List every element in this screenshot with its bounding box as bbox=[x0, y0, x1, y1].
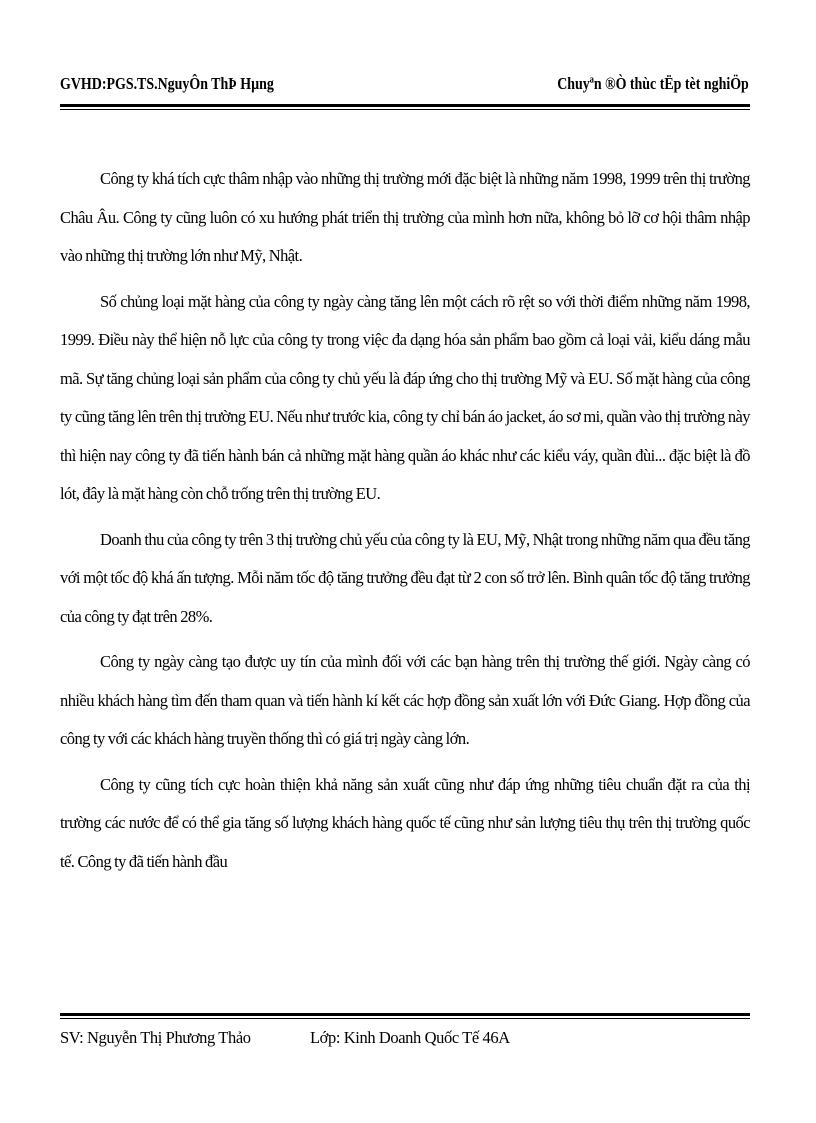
header-supervisor: GVHD:PGS.TS.NguyÔn ThÞ Hµng bbox=[60, 74, 274, 93]
paragraph-2: Số chủng loại mặt hàng của công ty ngày càng tăng lên một cách rõ rệt so với thời điểm những năm 1998, 1999. Điều này thể hiện nỗ lực của công ty trong việc đa dạng hóa sản phẩm bao gồm cả loại vải, kiểu dáng mẫu mã. Sự tăng chủng loại sản phẩm của công ty chủ yếu là đáp ứng cho thị trường Mỹ và EU. Số mặt hàng của công ty cũng tăng lên trên thị trường EU. Nếu như trước kia, công ty chỉ bán áo jacket, áo sơ mi, quần vào thị trường này thì hiện nay công ty đã tiến hành bán cả những mặt hàng quần áo khác như các kiểu váy, quần đùi... đặc biệt là đồ lót, đây là mặt hàng còn chỗ trống trên thị trường EU. bbox=[60, 291, 750, 503]
paragraph-4: Công ty ngày càng tạo được uy tín của mình đối với các bạn hàng trên thị trường thế giới. Ngày càng có nhiều khách hàng tìm đến tham quan và tiến hành kí kết các hợp đồng sản xuất lớn với Đức Giang. Hợp đồng của công ty với các khách hàng truyền thống thì có giá trị ngày càng lớn. bbox=[60, 652, 750, 748]
page-body bbox=[60, 160, 750, 888]
footer-student: SV: Nguyễn Thị Phương Thảo bbox=[60, 1028, 251, 1047]
paragraph-1: Công ty khá tích cực thâm nhập vào những thị trường mới đặc biệt là những năm 1998, 1999 trên thị trường Châu Âu. Công ty cũng luôn có xu hướng phát triển thị trường của mình hơn nữa, không bỏ lỡ cơ hội thâm nhập vào những thị trường lớn như Mỹ, Nhật. bbox=[60, 169, 750, 265]
header-rule bbox=[60, 104, 750, 107]
footer-rule bbox=[60, 1013, 750, 1016]
paragraph-3: Doanh thu của công ty trên 3 thị trường chủ yếu của công ty là EU, Mỹ, Nhật trong những năm qua đều tăng với một tốc độ khá ấn tượng. Mỗi năm tốc độ tăng trưởng đều đạt từ 2 con số trở lên. Bình quân tốc độ tăng trưởng của công ty đạt trên 28%. bbox=[60, 529, 750, 626]
header-thesis-title: Chuyªn ®Ò thùc tËp tèt nghiÖp bbox=[557, 74, 749, 93]
page-header bbox=[60, 74, 749, 100]
footer-class: Lớp: Kinh Doanh Quốc Tế 46A bbox=[310, 1028, 510, 1047]
paragraph-5: Công ty cũng tích cực hoàn thiện khả năng sản xuất cũng như đáp ứng những tiêu chuẩn đặt ra của thị trường các nước để có thể gia tăng số lượng khách hàng quốc tế cũng như sản lượng tiêu thụ trên thị trường quốc tế. Công ty đã tiến hành đầu bbox=[60, 774, 750, 871]
